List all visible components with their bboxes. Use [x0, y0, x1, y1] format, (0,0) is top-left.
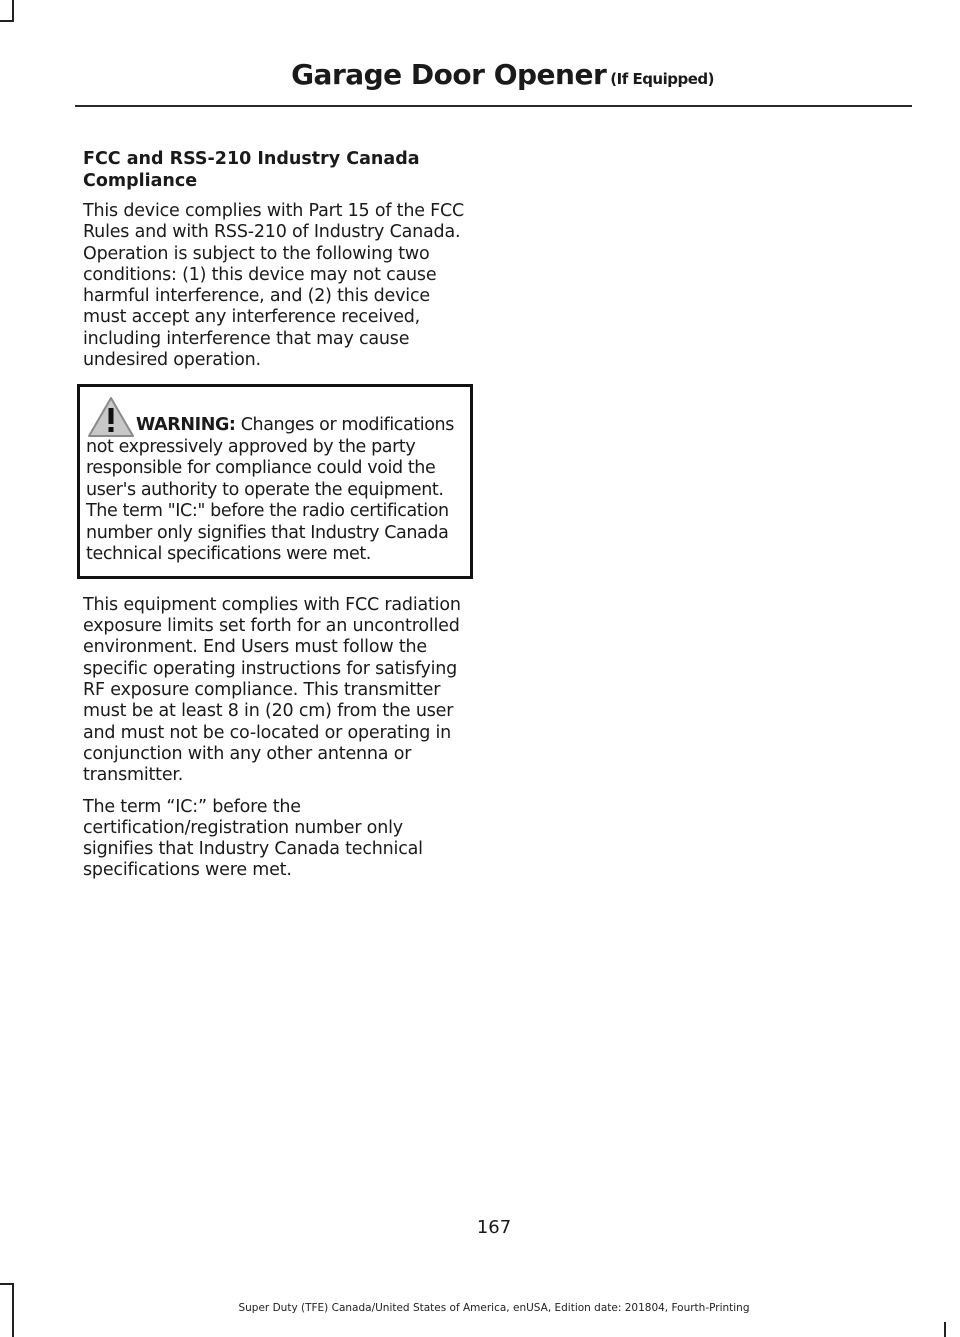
crop-mark-top-left-vertical: [12, 0, 14, 20]
page-number: 167: [476, 1217, 512, 1238]
warning-box: [77, 384, 473, 579]
radiation-exposure-paragraph: This equipment complies with FCC radiation exposure limits set forth for an uncontrolled environment. End Users must follow the specific operating instructions for satisfying RF exposure compliance. This transmitter must be at least 8 in (20 cm) from the user and must not be co-located or operating in conjunction with any other antenna or transmitter.: [83, 594, 461, 786]
warning-text: Changes or modifications not expressively approved by the party responsible for compliance could void the user's authority to operate the equipment. The term "IC:" before the radio certification number only signifies that Industry Canada technical specifications were met.: [86, 415, 454, 565]
chapter-title: [291, 58, 714, 91]
ic-term-paragraph: The term “IC:” before the certification/registration number only signifies that Industry Canada technical specifications were met.: [83, 796, 423, 881]
footer-edition: Super Duty (TFE) Canada/United States of America, enUSA, Edition date: 201804, Fourth-Printing: [238, 1302, 750, 1314]
header-divider: [75, 105, 912, 107]
crop-mark-bottom-left-horizontal: [0, 1283, 14, 1285]
compliance-paragraph: This device complies with Part 15 of the FCC Rules and with RSS-210 of Industry Canada. Operation is subject to the following two conditions: (1) this device may not cause harmful interference, and (2) this device must accept any interference received, including interference that may cause undesired operation.: [83, 201, 465, 371]
section-heading: FCC and RSS-210 Industry Canada Compliance: [83, 149, 420, 191]
crop-mark-bottom-right-vertical: [944, 1322, 946, 1337]
crop-mark-top-left-horizontal: [0, 20, 14, 22]
chapter-title-text: Garage Door Opener: [291, 58, 607, 91]
warning-label: WARNING:: [136, 415, 236, 436]
warning-triangle-icon: [86, 395, 136, 439]
chapter-title-suffix: (If Equipped): [610, 70, 714, 88]
content-column: [83, 148, 475, 892]
